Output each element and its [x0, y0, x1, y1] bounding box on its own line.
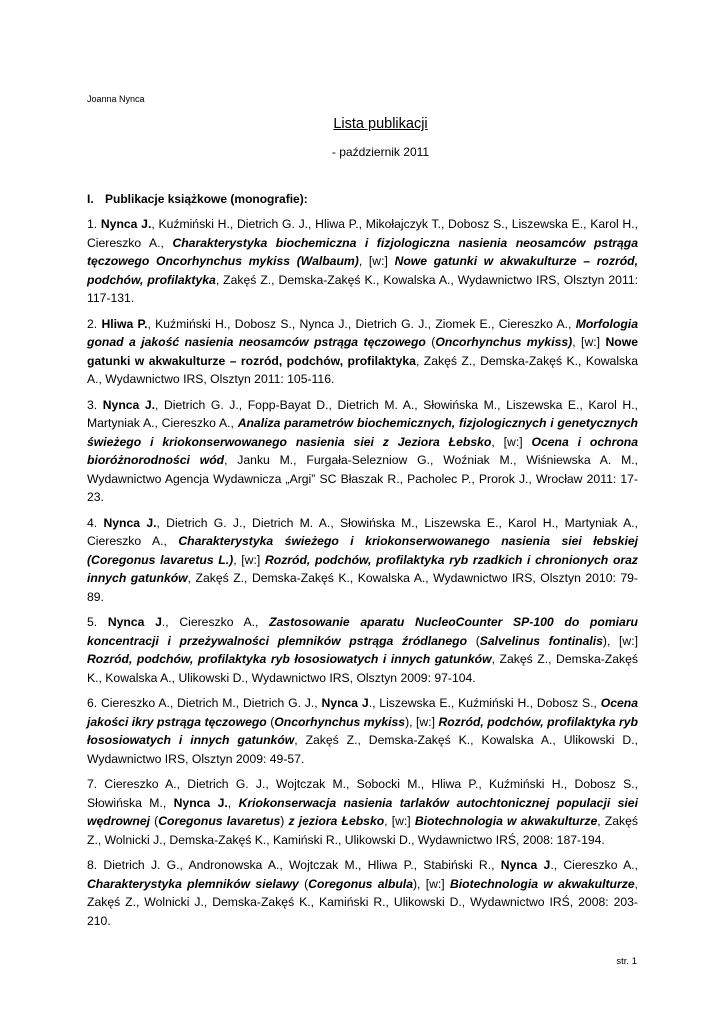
publication-text: ., Ciereszko A.,	[550, 858, 638, 872]
page-number: str. 1	[616, 956, 637, 967]
publication-text: (	[298, 876, 309, 891]
publication-text: , [w:]	[572, 335, 606, 349]
publication-text: ,	[227, 795, 239, 810]
publication-item	[87, 613, 638, 687]
section-title: Publikacje książkowe (monografie):	[105, 192, 308, 206]
publication-emphasis: Biotechnologia w akwakulturze	[414, 814, 598, 828]
publication-text: , [w:]	[233, 552, 265, 567]
publication-emphasis: Nowe gatunki w akwakulturze – rozród, podchów, profilaktyka	[87, 335, 638, 368]
publication-text: , Zakęś Z., Demska-Zakęś K., Kowalska A., Wydawnictwo IRS, Olsztyn 2011: 117-131.	[87, 272, 638, 305]
publication-text: , Zakęś Z., Demska-Zakęś K., Kowalska A., Wydawnictwo IRS, Olsztyn 2010: 79-89.	[87, 571, 638, 604]
publication-emphasis: Hliwa P.	[101, 316, 148, 331]
publication-emphasis: Morfologia gonad a jakość nasienia neosamców pstrąga tęczowego	[87, 316, 638, 349]
publication-emphasis: Rozród, podchów, profilaktyka ryb rzadkich i chronionych oraz innych gatunków	[87, 552, 639, 585]
publication-emphasis: Rozród, podchów, profilaktyka ryb łososiowatych i innych gatunków	[87, 714, 638, 747]
publication-text: ., Ciereszko A.,	[161, 615, 270, 629]
publication-text: 1.	[87, 217, 101, 231]
publication-text: 5.	[87, 615, 108, 629]
publication-emphasis: Salvelinus fontinalis	[479, 633, 603, 648]
publication-text: , [w:]	[491, 434, 532, 449]
publication-text: , Janku M., Furgała-Selezniow G., Woźniak M., Wiśniewska A. M., Wydawnictwo Agencja Wydawnicza „Argi” SC Błaszak R., Pacholec P., Prorok J., Wrocław 2011: 17-23.	[87, 453, 639, 504]
publication-text: 7. Ciereszko A., Dietrich G. J., Wojtczak M., Sobocki M., Hliwa P., Kuźmiński H., Dobosz S., Słowińska M.,	[87, 777, 638, 810]
publication-item	[87, 215, 638, 308]
publication-item	[87, 396, 638, 507]
publication-emphasis: z jeziora Łebsko	[288, 814, 385, 828]
document-date: - październik 2011	[331, 145, 430, 159]
publication-text: , Dietrich G. J., Dietrich M. A., Słowińska M., Liszewska E., Karol H., Martyniak A., Ciereszko A.,	[87, 515, 638, 548]
publication-emphasis: Nynca J	[107, 615, 162, 629]
publication-text: , Zakęś Z., Demska-Zakęś K., Kowalska A., Ulikowski D., Wydawnictwo IRS, Olsztyn 2009: 97-104.	[87, 652, 638, 685]
publication-emphasis: Nynca J.	[102, 397, 156, 412]
publication-emphasis: Nynca J.	[173, 795, 228, 810]
publication-text: (	[467, 633, 480, 648]
publication-item	[87, 514, 638, 607]
publication-text: ), [w:]	[412, 876, 450, 891]
publication-emphasis: Zastosowanie aparatu NucleoCounter SP-100 do pomiaru koncentracji i przeżywalności plemników pstrąga źródlanego	[87, 615, 639, 648]
document-title-wrap	[0, 115, 724, 133]
publication-item	[87, 315, 638, 389]
publication-emphasis: Biotechnologia w akwakulturze	[449, 876, 635, 891]
publication-text: , Zakęś Z., Wolnicki J., Demska-Zakęś K., Kamiński R., Ulikowski D., Wydawnictwo IRŚ, 2008: 203-210.	[87, 876, 638, 928]
publication-emphasis: Oncorhynchus mykiss	[274, 714, 406, 729]
publication-text: , Zakęś Z., Demska-Zakęś K., Kowalska A., Ulikowski D., Wydawnictwo IRS, Olsztyn 2009: 49-57.	[87, 733, 638, 766]
publication-text: (	[425, 335, 436, 349]
publication-text: ., Liszewska E., Kuźmiński H., Dobosz S.,	[368, 696, 601, 710]
publication-emphasis: Nowe gatunki w akwakulturze – rozród, podchów, profilaktyka	[87, 254, 638, 287]
publication-emphasis: Coregonus albula	[308, 876, 413, 891]
publication-text: , [w:]	[384, 814, 415, 828]
document-subtitle-wrap	[0, 145, 724, 160]
publication-text: ), [w:]	[602, 633, 638, 648]
publication-emphasis: Ocena jakości ikry pstrąga tęczowego	[87, 696, 638, 729]
publication-emphasis: Nynca J	[321, 696, 369, 710]
publication-text: 6. Ciereszko A., Dietrich M., Dietrich G. J.,	[87, 696, 322, 710]
publication-text: 8. Dietrich J. G., Andronowska A., Wojtczak M., Hliwa P., Stabiński R.,	[87, 858, 501, 872]
publication-item	[87, 775, 638, 849]
publication-emphasis: Oncorhynchus mykiss)	[435, 335, 573, 349]
publication-text: , Dietrich G. J., Fopp-Bayat D., Dietrich M. A., Słowińska M., Liszewska E., Karol H., Martyniak A., Ciereszko A.,	[87, 397, 638, 430]
publication-text: , Kuźmiński H., Dietrich G. J., Hliwa P., Mikołajczyk T., Dobosz S., Liszewska E., Karol H., Ciereszko A.,	[87, 217, 638, 250]
publication-emphasis: Nynca J.	[100, 217, 152, 231]
publication-emphasis: Charakterystyka plemników sielawy	[87, 876, 299, 891]
publication-emphasis: Ocena i ochrona bioróżnorodności wód	[87, 434, 639, 467]
publication-text: 4.	[87, 515, 104, 530]
publication-emphasis: Nynca J.	[103, 515, 157, 530]
publication-text: 2.	[87, 316, 102, 331]
publication-text: (	[149, 814, 159, 828]
publication-list	[87, 215, 638, 937]
document-title: Lista publikacji	[333, 116, 428, 132]
publication-text: 3.	[87, 397, 103, 412]
publication-emphasis: Nynca J	[500, 858, 551, 872]
publication-item	[87, 856, 638, 930]
publication-emphasis: Charakterystyka świeżego i kriokonserwowanego nasienia siei łebskiej (Coregonus lavaretus L.)	[87, 534, 638, 567]
publication-item	[87, 694, 638, 768]
publication-text: , Zakęś Z., Wolnicki J., Demska-Zakęś K., Kamiński R., Ulikowski D., Wydawnictwo IRŚ, 2008: 187-194.	[87, 814, 638, 847]
publication-emphasis: Rozród, podchów, profilaktyka ryb łososiowatych i innych gatunków	[87, 652, 492, 666]
publication-emphasis: Charakterystyka biochemiczna i fizjologiczna nasienia neosamców pstrąga tęczowego Oncorhynchus mykiss (Walbaum)	[87, 235, 638, 268]
section-heading	[87, 192, 308, 207]
publication-emphasis: Kriokonserwacja nasienia tarlaków autochtonicznej populacji siei wędrownej	[87, 795, 638, 828]
publication-emphasis: Coregonus lavaretus	[158, 814, 281, 828]
section-number: I.	[87, 192, 94, 206]
publication-text: ), [w:]	[405, 714, 439, 729]
publication-text: )	[280, 814, 289, 828]
publication-emphasis: Analiza parametrów biochemicznych, fizjologicznych i genetycznych świeżego i kriokonserwowanego nasienia siei z Jeziora Łebsko	[87, 416, 638, 449]
publication-text: (	[266, 714, 275, 729]
publication-text: , Kuźmiński H., Dobosz S., Nynca J., Dietrich G. J., Ziomek E., Ciereszko A.,	[147, 316, 576, 331]
publication-text: , Zakęś Z., Demska-Zakęś K., Kowalska A., Wydawnictwo IRS, Olsztyn 2011: 105-116.	[87, 353, 638, 386]
publication-text: , [w:]	[358, 254, 395, 268]
author-name: Joanna Nynca	[87, 94, 145, 104]
